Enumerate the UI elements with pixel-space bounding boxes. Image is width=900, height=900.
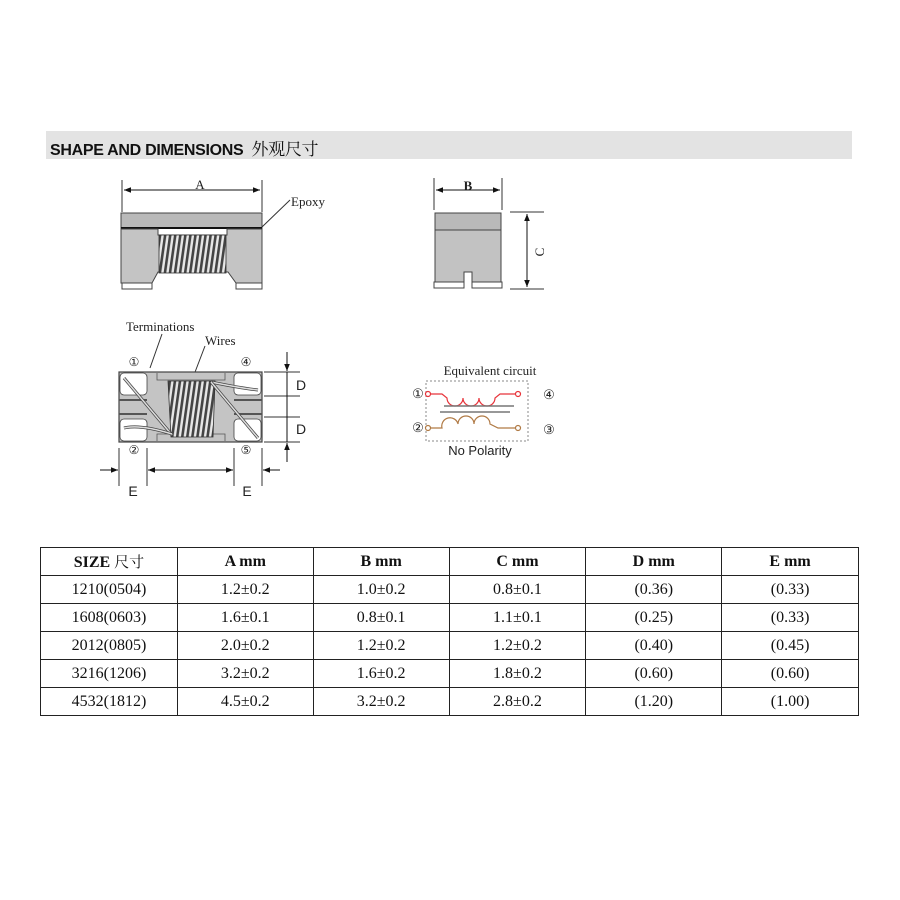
header-a: A mm xyxy=(177,548,313,576)
terminations-label: Terminations xyxy=(126,319,195,334)
epoxy-label: Epoxy xyxy=(291,194,325,209)
circuit-pin-1: ① xyxy=(412,386,424,401)
cell-e: (0.33) xyxy=(722,576,859,604)
dim-a-label: A xyxy=(195,177,205,192)
cell-b: 1.6±0.2 xyxy=(313,660,449,688)
dim-b-label: B xyxy=(463,178,473,193)
table-row xyxy=(41,660,859,688)
table-row xyxy=(41,632,859,660)
pin-2-label: ② xyxy=(128,443,140,457)
header-size: SIZE 尺寸 xyxy=(41,548,178,576)
table-header-row xyxy=(41,548,859,576)
table-row xyxy=(41,688,859,716)
no-polarity-note: No Polarity xyxy=(448,443,512,458)
side-view xyxy=(434,178,547,289)
section-title-en: SHAPE AND DIMENSIONS xyxy=(50,142,244,159)
equivalent-circuit-title: Equivalent circuit xyxy=(443,363,537,378)
front-view xyxy=(121,177,325,289)
header-e: E mm xyxy=(722,548,859,576)
cell-b: 3.2±0.2 xyxy=(313,688,449,716)
pin-4-label: ④ xyxy=(240,355,252,369)
cell-b: 0.8±0.1 xyxy=(313,604,449,632)
cell-e: (0.60) xyxy=(722,660,859,688)
cell-b: 1.2±0.2 xyxy=(313,632,449,660)
cell-a: 4.5±0.2 xyxy=(177,688,313,716)
pin-5-label: ⑤ xyxy=(240,443,252,457)
cell-c: 2.8±0.2 xyxy=(449,688,586,716)
cell-c: 0.8±0.1 xyxy=(449,576,586,604)
cell-e: (0.45) xyxy=(722,632,859,660)
cell-size: 2012(0805) xyxy=(41,632,178,660)
cell-e: (0.33) xyxy=(722,604,859,632)
bottom-view xyxy=(100,319,306,499)
circuit-pin-4: ④ xyxy=(543,387,555,402)
cell-a: 3.2±0.2 xyxy=(177,660,313,688)
wires-label: Wires xyxy=(205,333,236,348)
header-d: D mm xyxy=(586,548,722,576)
circuit-pin-3: ③ xyxy=(543,422,555,437)
dimensions-table xyxy=(40,547,859,716)
cell-d: (1.20) xyxy=(586,688,722,716)
circuit-pin-2: ② xyxy=(412,420,424,435)
header-b: B mm xyxy=(313,548,449,576)
equivalent-circuit xyxy=(412,363,555,458)
cell-c: 1.2±0.2 xyxy=(449,632,586,660)
cell-c: 1.8±0.2 xyxy=(449,660,586,688)
cell-a: 1.6±0.1 xyxy=(177,604,313,632)
cell-d: (0.40) xyxy=(586,632,722,660)
cell-size: 1608(0603) xyxy=(41,604,178,632)
cell-size: 3216(1206) xyxy=(41,660,178,688)
table-row xyxy=(41,604,859,632)
header-c: C mm xyxy=(449,548,586,576)
cell-size: 4532(1812) xyxy=(41,688,178,716)
table-row xyxy=(41,576,859,604)
cell-a: 1.2±0.2 xyxy=(177,576,313,604)
pin-1-label: ① xyxy=(128,355,140,369)
dim-e-label-left: E xyxy=(128,483,138,499)
dim-e-label-right: E xyxy=(242,483,252,499)
cell-d: (0.25) xyxy=(586,604,722,632)
dim-c-label: C xyxy=(532,247,547,257)
cell-size: 1210(0504) xyxy=(41,576,178,604)
cell-c: 1.1±0.1 xyxy=(449,604,586,632)
cell-e: (1.00) xyxy=(722,688,859,716)
cell-d: (0.36) xyxy=(586,576,722,604)
dim-d-label-bottom: D xyxy=(296,421,307,437)
cell-a: 2.0±0.2 xyxy=(177,632,313,660)
section-title-cn: 外观尺寸 xyxy=(251,140,319,160)
dim-d-label-top: D xyxy=(296,377,307,393)
cell-d: (0.60) xyxy=(586,660,722,688)
cell-b: 1.0±0.2 xyxy=(313,576,449,604)
